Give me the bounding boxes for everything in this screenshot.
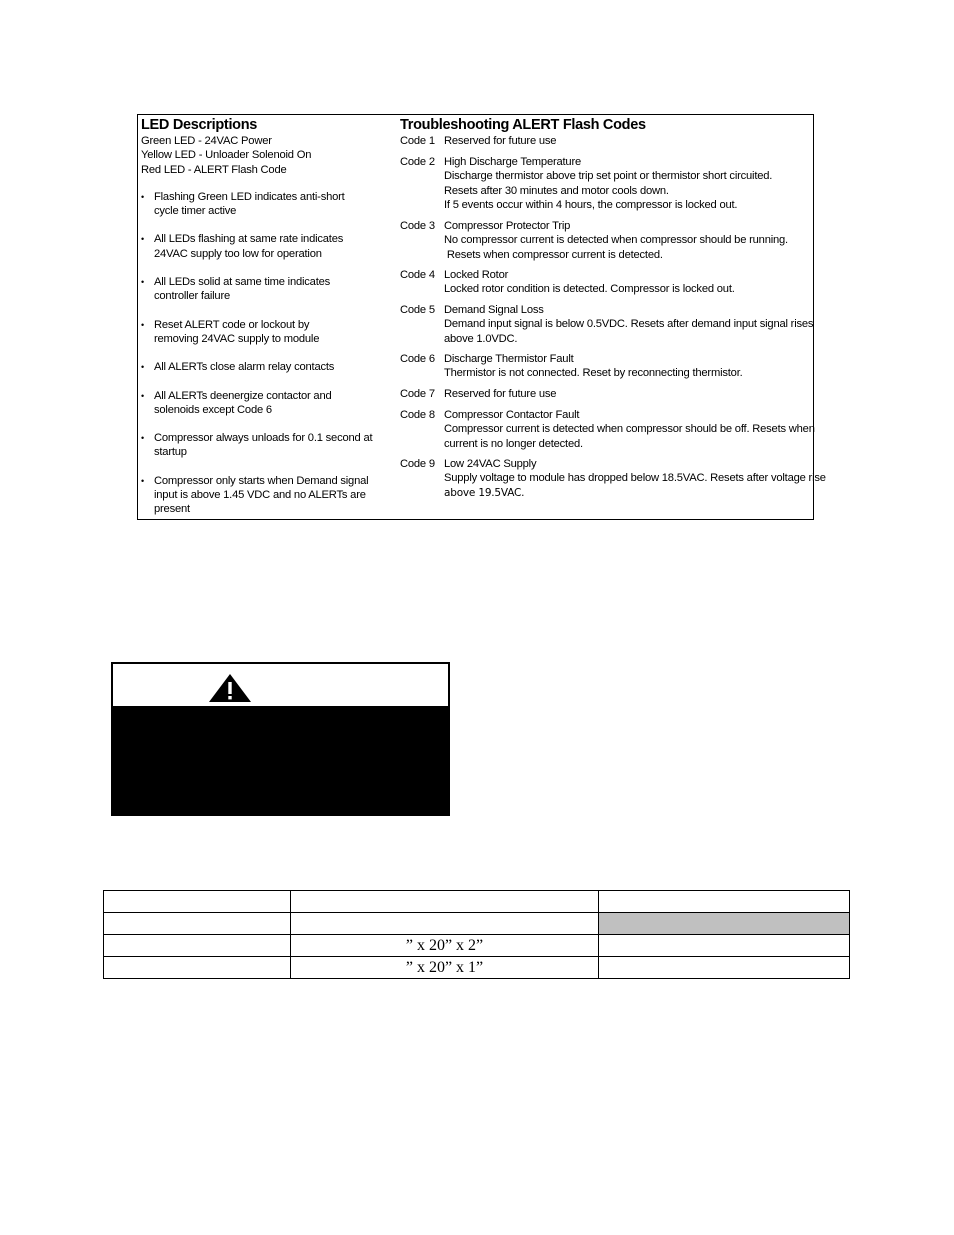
led-line: Red LED - ALERT Flash Code: [141, 163, 287, 176]
table-row: [104, 891, 850, 913]
table-cell: [599, 891, 850, 913]
table-cell-shaded: [599, 913, 850, 935]
table-row: [104, 913, 850, 935]
warning-triangle-icon: [208, 673, 252, 703]
led-descriptions-column: [141, 117, 386, 517]
table-cell: [104, 913, 291, 935]
warning-body: [113, 706, 448, 814]
led-notes-list: [141, 190, 386, 517]
alert-codes-column: Troubleshooting ALERT Flash Codes Code 1 Reserved for future use Code 2 High Discharge Temperature Discharge thermistor above trip set point or thermistor short circuited. Resets after 30 minutes and motor cools down. If 5 events occur within 4 hours, the compressor is locked out. Code 3 Compressor Protector Trip No compressor current is detected when compressor should be running. Resets when compressor current is detected. Code 4 Locked Rotor Locked rotor condition is detected. Compressor is locked out. Code 5 Demand Signal Loss Demand input signal is below 0.5VDC. Resets after demand input signal rises above 1.0VDC. Code 6 Discharge Thermistor Fault Thermistor is not connected. Reset by reconnecting thermistor. Code 7 Reserved for future use Code 8 Compressor Contactor Fault Compressor current is detected when compressor should be off. Resets when current is no longer detected. Code 9 Low 24VAC Supply Supply voltage to module has dropped below 18.5VAC. Resets after voltage rise above 19.5VAC.: [400, 117, 826, 499]
filter-size-table: [103, 890, 850, 979]
bullet-icon: •: [141, 433, 144, 444]
table-cell: [104, 891, 291, 913]
table-cell: [104, 957, 291, 979]
bullet-icon: •: [141, 234, 144, 245]
led-descriptions-heading: LED Descriptions: [141, 117, 258, 133]
warning-header: [113, 664, 448, 706]
table-row: [104, 935, 850, 957]
table-cell: [599, 957, 850, 979]
list-item: • All ALERTs close alarm relay contacts: [141, 361, 335, 374]
list-item: • Flashing Green LED indicates anti-short cycle timer active: [141, 190, 345, 218]
led-line: Yellow LED - Unloader Solenoid On: [141, 149, 312, 162]
bullet-icon: •: [141, 191, 144, 202]
led-alert-panel: [137, 114, 826, 520]
filter-dimension-cell: ” x 20” x 2”: [291, 935, 599, 957]
bullet-icon: •: [141, 475, 144, 486]
filter-dimension-cell: ” x 20” x 1”: [291, 957, 599, 979]
table-cell: [104, 935, 291, 957]
table-cell: [599, 935, 850, 957]
led-line: Green LED - 24VAC Power: [141, 135, 272, 147]
list-item: • Compressor always unloads for 0.1 second at startup: [141, 432, 373, 459]
bullet-icon: •: [141, 362, 144, 373]
list-item: • Compressor only starts when Demand signal input is above 1.45 VDC and no ALERTs are present: [141, 474, 369, 516]
list-item: • Reset ALERT code or lockout by removing 24VAC supply to module: [141, 318, 320, 345]
table-cell: [291, 891, 599, 913]
bullet-icon: •: [141, 277, 144, 288]
table-row: [104, 957, 850, 979]
bullet-icon: •: [141, 390, 144, 401]
bullet-icon: •: [141, 319, 144, 330]
list-item: • All LEDs solid at same time indicates controller failure: [141, 276, 331, 303]
list-item: • All ALERTs deenergize contactor and solenoids except Code 6: [141, 389, 332, 416]
table-cell: [291, 913, 599, 935]
alert-codes-heading: Troubleshooting ALERT Flash Codes: [400, 117, 646, 133]
led-color-list: [141, 134, 386, 177]
list-item: • All LEDs flashing at same rate indicates 24VAC supply too low for operation: [141, 233, 344, 260]
warning-box: [111, 662, 450, 816]
